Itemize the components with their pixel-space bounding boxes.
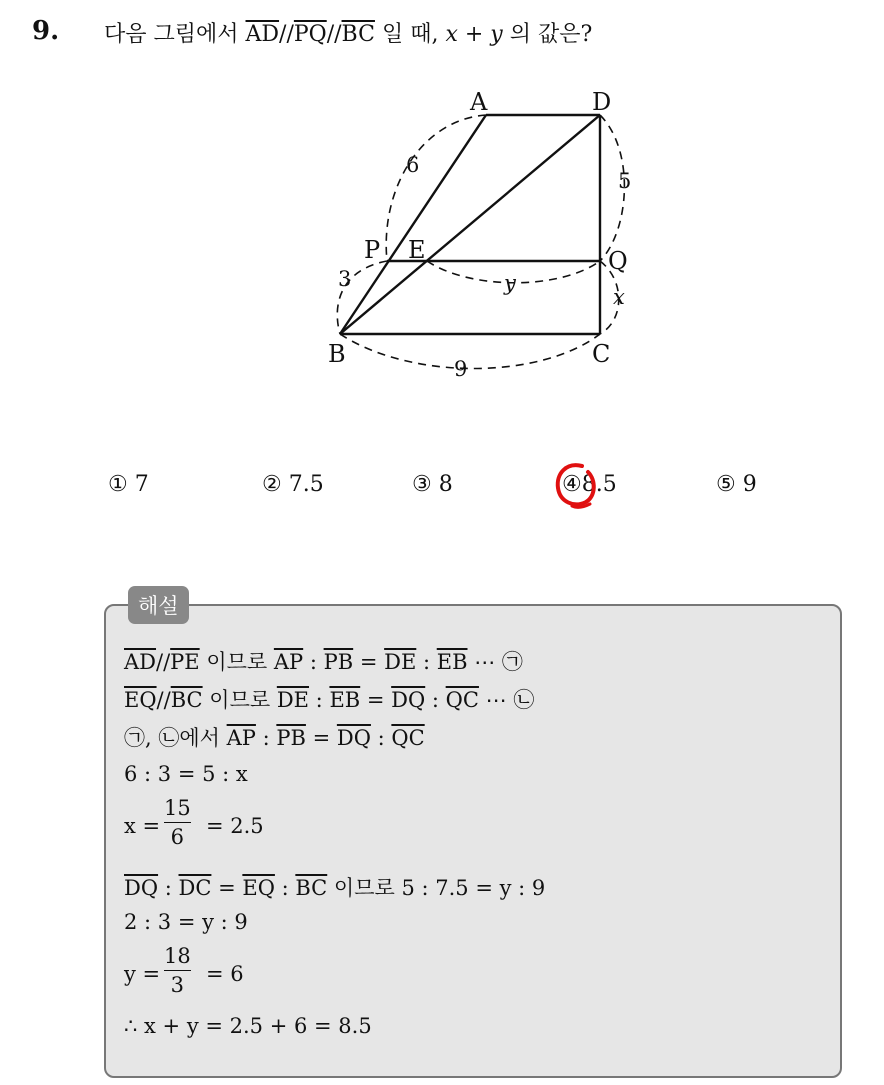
fraction-bar	[164, 970, 191, 971]
label-e: E	[408, 236, 426, 264]
seg: $\overline{EQ}$	[242, 876, 275, 900]
seg: $\overline{AP}$	[226, 726, 256, 750]
choice-mark: ②	[262, 472, 282, 497]
choice-value: 9	[742, 472, 757, 497]
choice-5[interactable]	[716, 472, 757, 497]
length-dq: 5	[618, 169, 632, 193]
seg: $\overline{BC}$	[295, 876, 328, 900]
question-number: 9.	[32, 16, 60, 46]
choice-value: 8	[438, 472, 453, 497]
denominator: 6	[170, 825, 185, 849]
solution-line-6: $\overline{DQ}$ : $\overline{DC} = \overline{EQ}$ : $\overline{BC}$ 이므로 5 : 7.5 = y : 9	[124, 876, 546, 900]
word: 이므로	[209, 688, 271, 712]
choice-value: 7	[134, 472, 149, 497]
question-prefix: 다음 그림에서	[104, 22, 239, 47]
ref-mark: ⋯ ㉡	[485, 688, 535, 712]
segment-bc: $\overline{BC}$	[341, 22, 375, 47]
numerator: 15	[164, 796, 191, 820]
choice-1[interactable]	[108, 472, 149, 497]
solution-line-9: ∴ x + y = 2.5 + 6 = 8.5	[124, 1014, 372, 1038]
seg: $\overline{AD}$	[124, 650, 157, 674]
choice-mark: ④	[562, 472, 582, 497]
word: 이므로	[333, 876, 395, 900]
answer-circle-mark	[552, 460, 600, 510]
seg: $\overline{DQ}$	[391, 688, 426, 712]
label-b: B	[328, 340, 346, 368]
parallel-sign: //	[326, 22, 342, 47]
label-p: P	[364, 236, 381, 264]
fraction-15-6	[164, 796, 191, 849]
solution-tag: 해설	[128, 586, 189, 624]
label-c: C	[592, 340, 611, 368]
choice-mark: ①	[108, 472, 128, 497]
seg: $\overline{PB}$	[323, 650, 354, 674]
solution-line-3: ㉠, ㉡에서 $\overline{AP}$ : $\overline{PB} = \overline{DQ}$ : $\overline{QC}$	[124, 726, 425, 750]
segment-ad: $\overline{AD}$	[245, 22, 280, 47]
seg: $\overline{PE}$	[170, 650, 200, 674]
label-q: Q	[608, 247, 628, 275]
question-mid: 일 때,	[381, 22, 439, 47]
seg: $\overline{EB}$	[329, 688, 361, 712]
solution-line-5-rhs: = 2.5	[206, 814, 264, 838]
fraction-bar	[164, 822, 191, 823]
length-ap: 6	[406, 153, 420, 177]
denominator: 3	[170, 973, 185, 997]
seg: $\overline{DC}$	[178, 876, 212, 900]
choice-2[interactable]	[262, 472, 324, 497]
question-expr: x + y	[445, 22, 503, 47]
seg: $\overline{EQ}$	[124, 688, 157, 712]
solution-line-1: $\overline{AD}//\overline{PE}$ 이므로 $\overline{AP}$ : $\overline{PB} = \overline{DE}$ : $\overline{EB}$ ⋯ ㉠	[124, 650, 523, 674]
seg: $\overline{EB}$	[436, 650, 468, 674]
solution-line-2: $\overline{EQ}//\overline{BC}$ 이므로 $\overline{DE}$ : $\overline{EB} = \overline{DQ}$ : $\overline{QC}$ ⋯ ㉡	[124, 688, 535, 712]
seg: $\overline{QC}$	[445, 688, 479, 712]
seg: $\overline{DE}$	[276, 688, 309, 712]
word: ㉠, ㉡에서	[124, 726, 220, 750]
choice-mark: ③	[412, 472, 432, 497]
choice-value: 8.5	[581, 472, 617, 497]
choice-value: 7.5	[288, 472, 324, 497]
length-qc: x	[613, 285, 625, 309]
trapezoid-figure	[300, 80, 660, 390]
seg: $\overline{DE}$	[384, 650, 417, 674]
length-eq: y	[504, 271, 516, 295]
ratio: 5 : 7.5 = y : 9	[401, 876, 546, 900]
label-d: D	[592, 88, 612, 116]
line-bd	[340, 115, 600, 334]
choice-3[interactable]	[412, 472, 453, 497]
label-a: A	[470, 88, 488, 116]
question-text	[104, 17, 592, 48]
seg: $\overline{AP}$	[273, 650, 304, 674]
question-suffix: 의 값은?	[509, 22, 593, 47]
length-bc: 9	[454, 357, 468, 381]
seg: $\overline{PB}$	[276, 726, 306, 750]
length-pb: 3	[338, 267, 352, 291]
solution-line-8-rhs: = 6	[206, 962, 244, 986]
seg: $\overline{DQ}$	[336, 726, 371, 750]
parallel-sign: //	[279, 22, 294, 47]
word: 이므로	[206, 650, 268, 674]
segment-pq: $\overline{PQ}$	[293, 22, 327, 47]
solution-line-7: 2 : 3 = y : 9	[124, 910, 248, 934]
seg: $\overline{QC}$	[391, 726, 425, 750]
solution-line-4: 6 : 3 = 5 : x	[124, 762, 248, 786]
line-ab	[340, 115, 486, 334]
fraction-18-3	[164, 944, 191, 997]
seg: $\overline{DQ}$	[124, 876, 159, 900]
numerator: 18	[164, 944, 191, 968]
ref-mark: ⋯ ㉠	[474, 650, 523, 674]
solution-line-8-lhs: y =	[124, 962, 161, 986]
solution-line-5-lhs: x =	[124, 814, 161, 838]
seg: $\overline{BC}$	[170, 688, 203, 712]
choice-mark: ⑤	[716, 472, 736, 497]
arc-bc	[340, 334, 600, 369]
